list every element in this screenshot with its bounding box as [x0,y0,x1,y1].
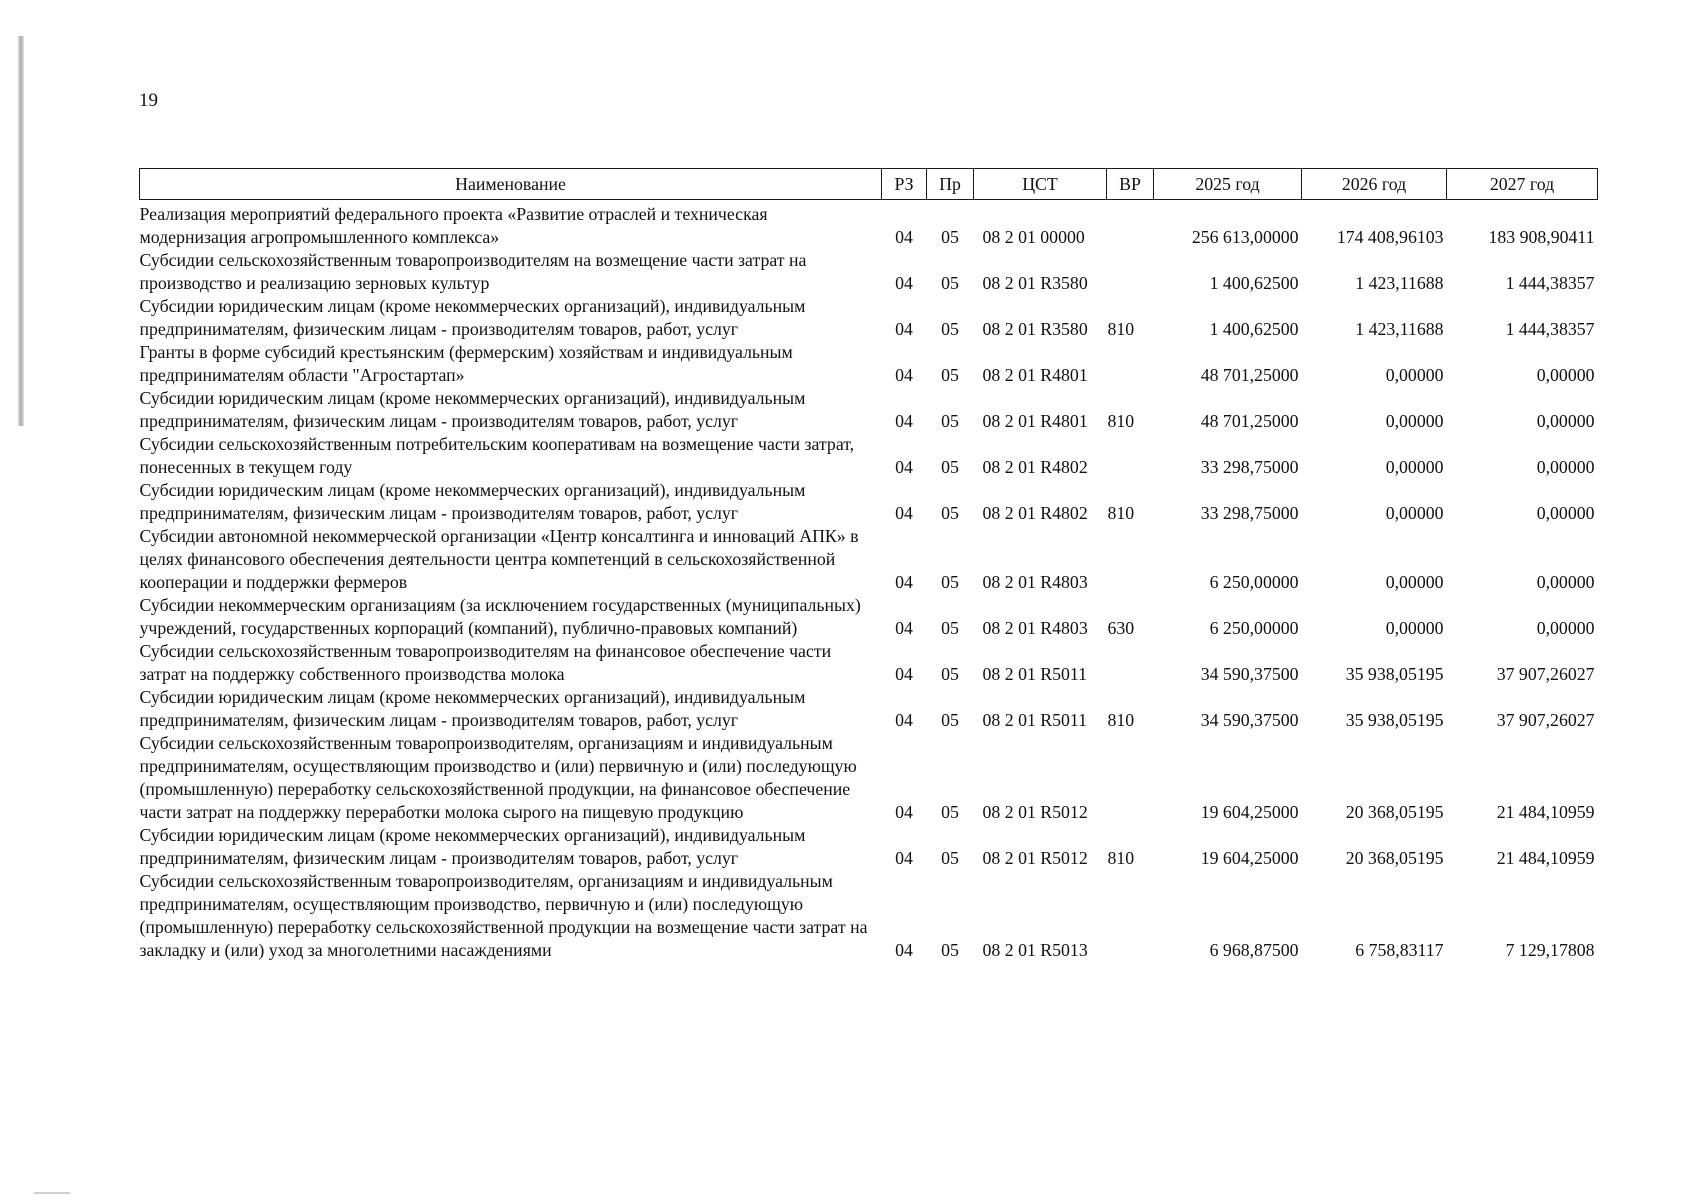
cell-cst: 08 2 01 R4801 [982,365,1088,385]
cell-y2026: 6 758,83117 [1355,940,1444,960]
table-row [140,686,1598,732]
scan-edge-artifact [18,36,24,426]
cell-pr: 05 [941,618,959,638]
page-number: 19 [139,90,158,111]
table-row [140,525,1598,594]
cell-cst: 08 2 01 R4801 [982,411,1088,431]
cell-pr: 05 [941,365,959,385]
cell-pr: 05 [941,572,959,592]
cell-cst: 08 2 01 R4802 [982,457,1088,477]
cell-vr [1107,200,1154,250]
cell-cst: 08 2 01 R5011 [982,710,1088,730]
cell-y2026: 0,00000 [1385,572,1444,592]
cell-rz: 04 [895,503,913,523]
table-header-row [140,169,1598,200]
cell-vr: 630 [1107,618,1135,638]
cell-y2025: 6 250,00000 [1209,572,1299,592]
cell-vr: 810 [1107,710,1135,730]
cell-pr: 05 [941,273,959,293]
cell-pr: 05 [941,227,959,247]
cell-y2027: 37 907,26027 [1496,710,1595,730]
cell-y2025: 34 590,37500 [1200,710,1299,730]
cell-rz: 04 [895,664,913,684]
cell-rz: 04 [895,411,913,431]
cell-y2027: 0,00000 [1536,411,1595,431]
cell-rz: 04 [895,273,913,293]
cell-name: Субсидии юридическим лицам (кроме некоммерческих организаций), индивидуальным предпринимателям, физическим лицам - производителям товаров, работ, услуг [139,296,806,339]
cell-y2026: 0,00000 [1385,365,1444,385]
header-vr: ВР [1107,169,1154,200]
cell-name: Субсидии автономной некоммерческой организации «Центр консалтинга и инноваций АПК» в целях финансового обеспечения деятельности центра компетенций в сельскохозяйственной кооперации и поддержки фермеров [139,526,859,592]
cell-cst: 08 2 01 R4802 [982,503,1088,523]
cell-y2025: 6 968,87500 [1209,940,1299,960]
table-row [140,200,1598,250]
cell-name: Субсидии сельскохозяйственным товаропроизводителям на финансовое обеспечение части затрат на поддержку собственного производства молока [139,641,832,684]
cell-y2027: 7 129,17808 [1505,940,1595,960]
cell-name: Субсидии сельскохозяйственным товаропроизводителям, организациям и индивидуальным предпринимателям, осуществляющим производство и (или) первичную и (или) последующую (промышленную) переработку сельскохозяйственной продукции, на финансовое обеспечение части затрат на поддержку переработки молока сырого на пищевую продукцию [139,733,857,822]
scan-mark-artifact [34,1192,70,1194]
cell-pr: 05 [941,411,959,431]
table-row [140,341,1598,387]
cell-vr [1107,640,1154,686]
header-pr: Пр [927,169,974,200]
cell-rz: 04 [895,848,913,868]
cell-vr: 810 [1107,848,1135,868]
cell-rz: 04 [895,802,913,822]
table-row [140,594,1598,640]
cell-y2027: 0,00000 [1536,572,1595,592]
cell-y2025: 256 613,00000 [1191,227,1299,247]
cell-y2027: 0,00000 [1536,618,1595,638]
cell-y2027: 0,00000 [1536,365,1595,385]
cell-name: Субсидии некоммерческим организациям (за исключением государственных (муниципальных) учреждений, государственных корпораций (компаний), публично-правовых компаний) [139,595,861,638]
cell-vr: 810 [1107,319,1135,339]
cell-name: Субсидии юридическим лицам (кроме некоммерческих организаций), индивидуальным предпринимателям, физическим лицам - производителям товаров, работ, услуг [139,825,806,868]
cell-cst: 08 2 01 R5011 [982,664,1088,684]
cell-pr: 05 [941,664,959,684]
table-row [140,249,1598,295]
cell-name: Реализация мероприятий федерального проекта «Развитие отраслей и техническая модернизация агропромышленного комплекса» [139,204,768,247]
cell-y2026: 0,00000 [1385,503,1444,523]
cell-vr [1107,525,1154,594]
cell-y2025: 19 604,25000 [1200,802,1299,822]
cell-pr: 05 [941,457,959,477]
cell-y2026: 35 938,05195 [1345,664,1444,684]
cell-vr [1107,249,1154,295]
header-name: Наименование [140,169,882,200]
cell-vr [1107,870,1154,962]
cell-y2027: 21 484,10959 [1496,802,1595,822]
cell-y2027: 183 908,90411 [1488,227,1595,247]
cell-y2026: 174 408,96103 [1336,227,1444,247]
cell-y2026: 1 423,11688 [1355,273,1444,293]
cell-cst: 08 2 01 R3580 [982,319,1088,339]
budget-table [139,168,1598,962]
cell-cst: 08 2 01 R5013 [982,940,1088,960]
cell-y2025: 34 590,37500 [1200,664,1299,684]
cell-name: Субсидии юридическим лицам (кроме некоммерческих организаций), индивидуальным предпринимателям, физическим лицам - производителям товаров, работ, услуг [139,687,806,730]
cell-y2026: 0,00000 [1385,618,1444,638]
cell-vr [1107,341,1154,387]
cell-y2027: 21 484,10959 [1496,848,1595,868]
cell-rz: 04 [895,365,913,385]
table-row [140,870,1598,962]
header-rz: РЗ [882,169,927,200]
cell-name: Субсидии юридическим лицам (кроме некоммерческих организаций), индивидуальным предпринимателям, физическим лицам - производителям товаров, работ, услуг [139,388,806,431]
cell-vr [1107,433,1154,479]
cell-y2027: 1 444,38357 [1505,319,1595,339]
cell-rz: 04 [895,618,913,638]
table-body [140,200,1598,963]
cell-pr: 05 [941,940,959,960]
cell-name: Субсидии сельскохозяйственным потребительским кооперативам на возмещение части затрат, понесенных в текущем году [139,434,855,477]
cell-y2025: 1 400,62500 [1209,319,1299,339]
cell-name: Гранты в форме субсидий крестьянским (фермерским) хозяйствам и индивидуальным предпринимателям области "Агростартап» [139,342,793,385]
cell-pr: 05 [941,848,959,868]
cell-name: Субсидии юридическим лицам (кроме некоммерческих организаций), индивидуальным предпринимателям, физическим лицам - производителям товаров, работ, услуг [139,480,806,523]
table-row [140,732,1598,824]
cell-y2026: 0,00000 [1385,411,1444,431]
cell-y2027: 1 444,38357 [1505,273,1595,293]
cell-y2026: 0,00000 [1385,457,1444,477]
table-row [140,387,1598,433]
table-row [140,479,1598,525]
cell-rz: 04 [895,572,913,592]
table-row [140,640,1598,686]
cell-y2025: 19 604,25000 [1200,848,1299,868]
cell-name: Субсидии сельскохозяйственным товаропроизводителям, организациям и индивидуальным предпринимателям, осуществляющим производство, первичную и (или) последующую (промышленную) переработку сельскохозяйственной продукции на возмещение части затрат на закладку и (или) уход за многолетними насаждениями [139,871,868,960]
cell-vr [1107,732,1154,824]
table-row [140,433,1598,479]
cell-vr: 810 [1107,411,1135,431]
cell-y2025: 48 701,25000 [1200,411,1299,431]
cell-y2025: 33 298,75000 [1200,503,1299,523]
cell-y2025: 1 400,62500 [1209,273,1299,293]
cell-pr: 05 [941,503,959,523]
header-cst: ЦСТ [974,169,1107,200]
cell-name: Субсидии сельскохозяйственным товаропроизводителям на возмещение части затрат на производство и реализацию зерновых культур [139,250,807,293]
table-row [140,824,1598,870]
cell-y2026: 20 368,05195 [1345,802,1444,822]
cell-pr: 05 [941,802,959,822]
cell-rz: 04 [895,319,913,339]
cell-cst: 08 2 01 R3580 [982,273,1088,293]
header-2026: 2026 год [1302,169,1447,200]
cell-cst: 08 2 01 R5012 [982,848,1088,868]
cell-y2027: 0,00000 [1536,457,1595,477]
cell-cst: 08 2 01 00000 [982,227,1085,247]
cell-y2026: 35 938,05195 [1345,710,1444,730]
header-2027: 2027 год [1447,169,1598,200]
cell-y2025: 6 250,00000 [1209,618,1299,638]
cell-cst: 08 2 01 R4803 [982,572,1088,592]
cell-cst: 08 2 01 R5012 [982,802,1088,822]
cell-rz: 04 [895,457,913,477]
cell-rz: 04 [895,227,913,247]
cell-y2027: 0,00000 [1536,503,1595,523]
table-row [140,295,1598,341]
cell-rz: 04 [895,710,913,730]
cell-y2026: 20 368,05195 [1345,848,1444,868]
cell-y2027: 37 907,26027 [1496,664,1595,684]
cell-vr: 810 [1107,503,1135,523]
cell-y2025: 48 701,25000 [1200,365,1299,385]
cell-pr: 05 [941,319,959,339]
cell-y2025: 33 298,75000 [1200,457,1299,477]
cell-cst: 08 2 01 R4803 [982,618,1088,638]
cell-y2026: 1 423,11688 [1355,319,1444,339]
header-2025: 2025 год [1154,169,1302,200]
cell-rz: 04 [895,940,913,960]
cell-pr: 05 [941,710,959,730]
